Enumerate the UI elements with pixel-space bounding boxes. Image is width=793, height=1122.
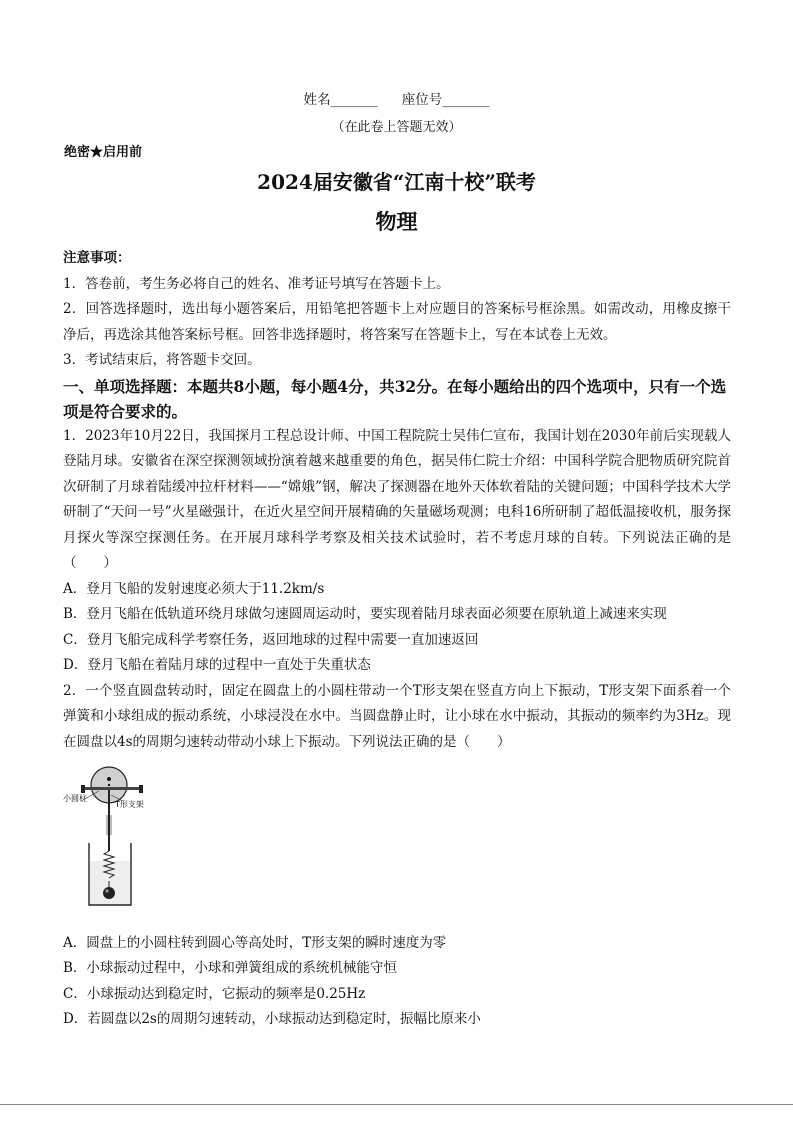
disk-center-shape: [108, 784, 110, 786]
name-label: 姓名_______: [303, 92, 378, 108]
q2-option-a: A．圆盘上的小圆柱转到圆心等高处时，T形支架的瞬时速度为零: [63, 934, 447, 951]
t-frame-bar: [83, 787, 141, 790]
notice-item: 3．考试结束后，将答题卡交回。: [63, 352, 261, 368]
exam-title: 2024届安徽省“江南十校”联考: [257, 170, 536, 194]
footer-rule: [0, 1104, 793, 1105]
disk-spring-figure: [63, 765, 183, 915]
name-seat-line: [0, 88, 793, 108]
notice-item: 1．答卷前，考生务必将自己的姓名、准考证号填写在答题卡上。: [63, 275, 450, 292]
q1-option-b: B．登月飞船在低轨道环绕月球做匀速圆周运动时，要实现着陆月球表面必须要在原轨道上减速来实现: [63, 606, 667, 622]
label-small-cylinder: 小圆柱: [63, 794, 87, 803]
q2-option-c: C．小球振动达到稳定时，它振动的频率是0.25Hz: [63, 985, 366, 1002]
q2-option-b: B．小球振动过程中，小球和弹簧组成的系统机械能守恒: [63, 960, 397, 976]
q1-option-a: A．登月飞船的发射速度必须大于11.2km/s: [63, 580, 325, 597]
notice-heading: 注意事项：: [63, 250, 131, 266]
subject-title: 物理: [375, 209, 418, 234]
secret-mark: 绝密★启用前: [64, 145, 143, 160]
section-heading: 一、单项选择题：本题共8小题，每小题4分，共32分。在每小题给出的四个选项中，只有一个选项是符合要求的。: [63, 376, 727, 421]
notice-item: 2．回答选择题时，选出每小题答案后，用铅笔把答题卡上对应题目的答案标号框涂黑。如需改动，用橡皮擦干净后，再选涂其他答案标号框。回答非选择题时，将答案写在答题卡上，写在本试卷上无效。: [63, 301, 731, 343]
invalid-note: （在此卷上答题无效）: [331, 120, 462, 135]
exam-content: [63, 246, 731, 1033]
label-t-frame: T形支架: [115, 800, 144, 809]
seat-label: 座位号_______: [401, 92, 490, 108]
ball-shape: [103, 887, 115, 899]
q2-option-d: D．若圆盘以2s的周期匀速转动，小球振动达到稳定时，振幅比原来小: [63, 1011, 481, 1027]
small-cylinder-shape: [107, 777, 111, 781]
question-1-stem: 1．2023年10月22日，我国探月工程总设计师、中国工程院院士吴伟仁宣布，我国计划在2030年前后实现载人登陆月球。安徽省在深空探测领域扮演着越来越重要的角色，据吴伟仁院士介绍：中国科学院合肥物质研究院首次研制了月球着陆缓冲拉杆材料——“嫦娥”钢，解决了探测器在地外天体软着陆的关键问题；中国科学技术大学研制了“天问一号”火星磁强计，在近火星空间开展精确的矢量磁场观测；电科16所研制了超低温接收机，服务探月探火等深空探测任务。在开展月球科学考察及相关技术试验时，若不考虑月球的自转。下列说法正确的是（ ）: [63, 427, 731, 571]
q1-option-c: C．登月飞船完成科学考察任务，返回地球的过程中需要一直加速返回: [63, 631, 479, 648]
question-2-stem: 2．一个竖直圆盘转动时，固定在圆盘上的小圆柱带动一个T形支架在竖直方向上下振动，T形支架下面系着一个弹簧和小球组成的振动系统，小球浸没在水中。当圆盘静止时，让小球在水中振动，其振动的频率约为3Hz。现在圆盘以4s的周期匀速转动带动小球上下振动。下列说法正确的是（ ）: [63, 682, 731, 750]
q1-option-d: D．登月飞船在着陆月球的过程中一直处于失重状态: [63, 657, 371, 673]
